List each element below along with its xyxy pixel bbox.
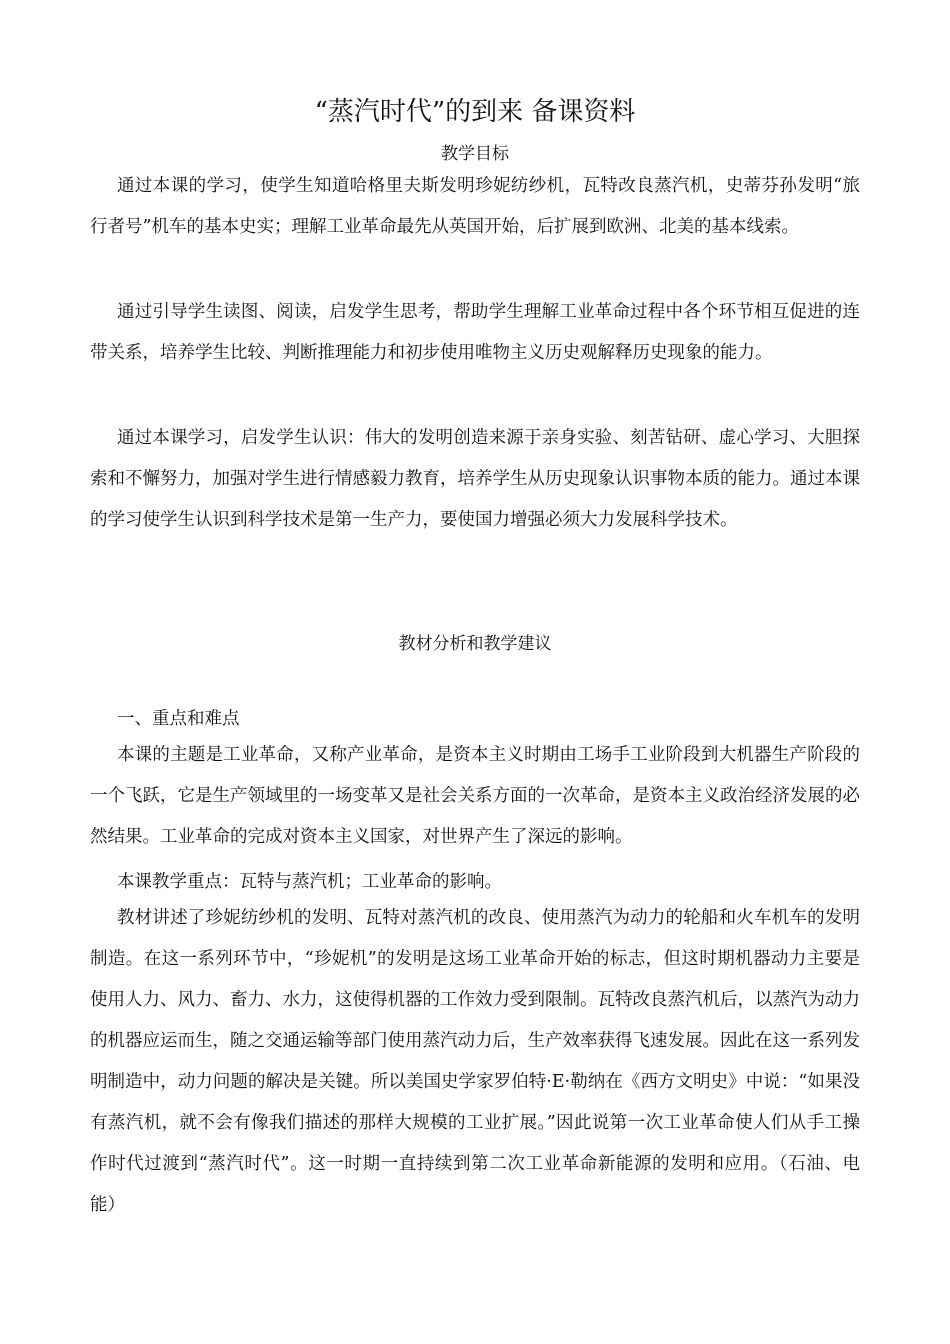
goal-paragraph-3: 通过本课学习，启发学生认识：伟大的发明创造来源于亲身实验、刻苦钻研、虚心学习、大胆探索和不懈努力，加强对学生进行情感毅力教育，培养学生从历史现象认识事物本质的能力。通过本课的学习使学生认识到科学技术是第一生产力，要使国力增强必须大力发展科学技术。 <box>90 428 860 530</box>
subsection-heading-key-points: 一、重点和难点 <box>117 709 240 729</box>
analysis-paragraph-2: 本课教学重点：瓦特与蒸汽机；工业革命的影响。 <box>117 872 502 892</box>
analysis-paragraph-1: 本课的主题是工业革命，又称产业革命，是资本主义时期由工场手工业阶段到大机器生产阶段的一个飞跃，它是生产领域里的一场变革又是社会关系方面的一次革命，是资本主义政治经济发展的必然结果。工业革命的完成对资本主义国家，对世界产生了深远的影响。 <box>90 745 860 847</box>
analysis-paragraph-3: 教材讲述了珍妮纺纱机的发明、瓦特对蒸汽机的改良、使用蒸汽为动力的轮船和火车机车的发明制造。在这一系列环节中，“珍妮机”的发明是这场工业革命开始的标志，但这时期机器动力主要是使用人力、风力、畜力、水力，这使得机器的工作效力受到限制。瓦特改良蒸汽机后，以蒸汽为动力的机器应运而生，随之交通运输等部门使用蒸汽动力后，生产效率获得飞速发展。因此在这一系列发明制造中，动力问题的解决是关键。所以美国史学家罗伯特·E·勒纳在《西方文明史》中说：“如果没有蒸汽机，就不会有像我们描述的那样大规模的工业扩展。”因此说第一次工业革命使人们从手工操作时代过渡到“蒸汽时代”。这一时期一直持续到第二次工业革命新能源的发明和应用。（石油、电能） <box>90 908 860 1215</box>
section-heading-teaching-goals: 教学目标 <box>441 144 509 164</box>
section-heading-material-analysis: 教材分析和教学建议 <box>398 634 552 654</box>
document-title: “蒸汽时代”的到来 备课资料 <box>314 97 636 127</box>
goal-paragraph-1: 通过本课的学习，使学生知道哈格里夫斯发明珍妮纺纱机，瓦特改良蒸汽机，史蒂芬孙发明“旅行者号”机车的基本史实；理解工业革命最先从英国开始，后扩展到欧洲、北美的基本线索。 <box>90 176 860 237</box>
goal-paragraph-2: 通过引导学生读图、阅读，启发学生思考，帮助学生理解工业革命过程中各个环节相互促进的连带关系，培养学生比较、判断推理能力和初步使用唯物主义历史观解释历史现象的能力。 <box>90 302 860 363</box>
